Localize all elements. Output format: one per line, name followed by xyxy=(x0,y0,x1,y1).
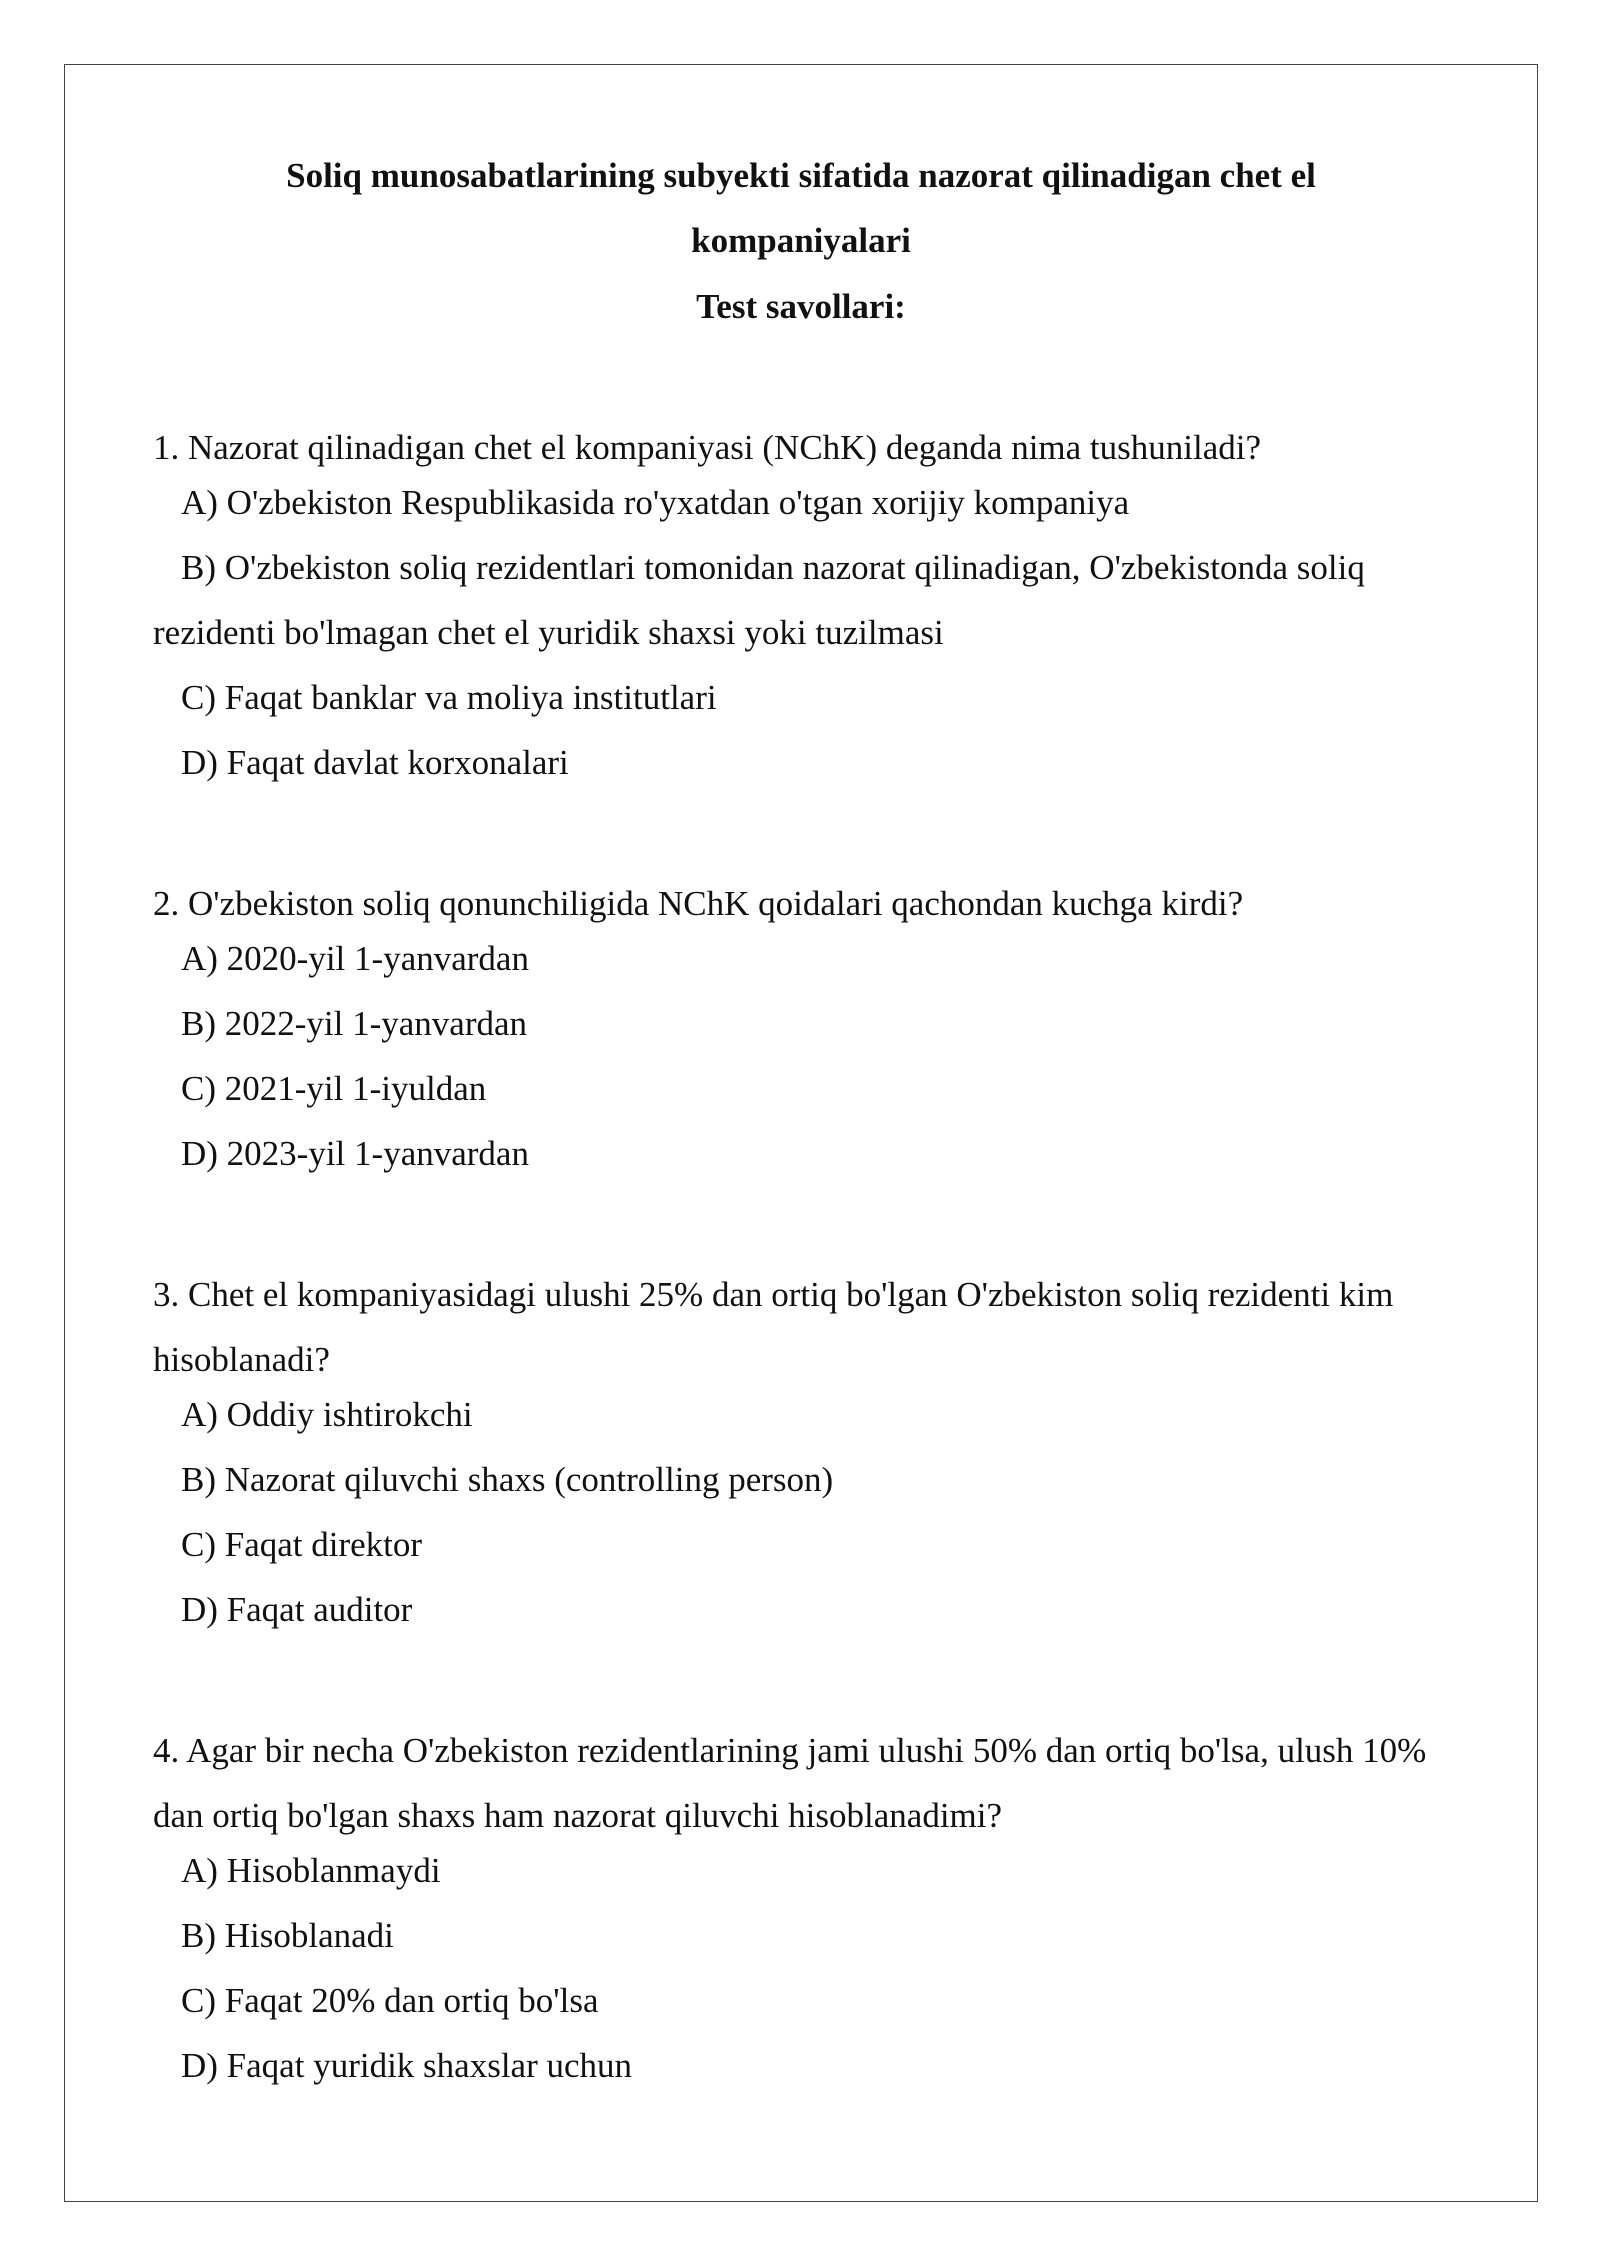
question-2-option-b: B) 2022-yil 1-yanvardan xyxy=(181,1004,528,1043)
question-1-option-c: C) Faqat banklar va moliya institutlari xyxy=(181,678,717,717)
question-3-option-d: D) Faqat auditor xyxy=(181,1590,413,1629)
question-2-option-a: A) 2020-yil 1-yanvardan xyxy=(181,939,529,978)
question-4-option-c: C) Faqat 20% dan ortiq bo'lsa xyxy=(181,1981,599,2020)
document-title-line-1: Soliq munosabatlarining subyekti sifatida nazorat qilinadigan chet el xyxy=(286,156,1316,195)
question-1-text: 1. Nazorat qilinadigan chet el kompaniyasi (NChK) deganda nima tushuniladi? xyxy=(153,428,1262,467)
question-4-option-a: A) Hisoblanmaydi xyxy=(181,1851,441,1890)
question-3-option-c: C) Faqat direktor xyxy=(181,1525,423,1564)
question-1-option-a: A) O'zbekiston Respublikasida ro'yxatdan o'tgan xorijiy kompaniya xyxy=(181,483,1130,522)
question-4-option-d: D) Faqat yuridik shaxslar uchun xyxy=(181,2046,633,2085)
question-1-option-d: D) Faqat davlat korxonalari xyxy=(181,743,569,782)
document-title-line-2: kompaniyalari xyxy=(691,221,911,260)
question-3-option-a: A) Oddiy ishtirokchi xyxy=(181,1395,473,1434)
question-1-option-b xyxy=(153,535,1473,665)
question-3-text: 3. Chet el kompaniyasidagi ulushi 25% dan ortiq bo'lgan O'zbekiston soliq rezidenti kim hisoblanadi? xyxy=(153,1275,1394,1379)
question-4-text: 4. Agar bir necha O'zbekiston rezidentlarining jami ulushi 50% dan ortiq bo'lsa, ulush 10% dan ortiq bo'lgan shaxs ham nazorat qiluvchi hisoblanadimi? xyxy=(153,1731,1427,1835)
question-3-option-b: B) Nazorat qiluvchi shaxs (controlling person) xyxy=(181,1460,834,1499)
question-2-text: 2. O'zbekiston soliq qonunchiligida NChK qoidalari qachondan kuchga kirdi? xyxy=(153,884,1244,923)
question-2-option-d: D) 2023-yil 1-yanvardan xyxy=(181,1134,529,1173)
question-1-option-b-text: B) O'zbekiston soliq rezidentlari tomonidan nazorat qilinadigan, O'zbekistonda soliq rezidenti bo'lmagan chet el yuridik shaxsi yoki tuzilmasi xyxy=(153,548,1365,652)
question-2-option-c: C) 2021-yil 1-iyuldan xyxy=(181,1069,487,1108)
document-subtitle: Test savollari: xyxy=(696,287,906,326)
question-4-option-b: B) Hisoblanadi xyxy=(181,1916,394,1955)
